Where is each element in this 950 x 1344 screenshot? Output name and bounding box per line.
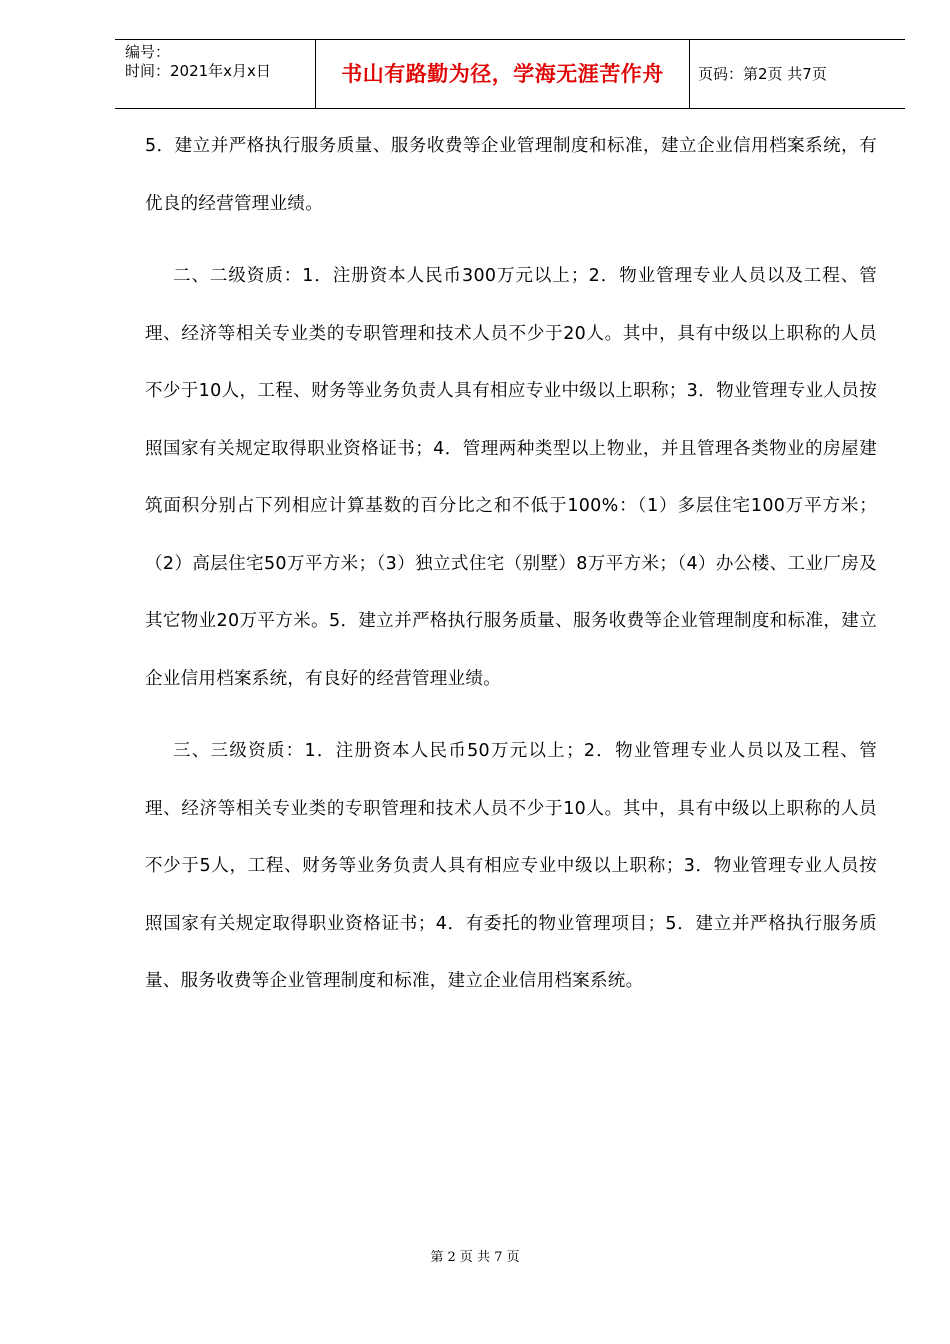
- page-footer: 第 2 页 共 7 页: [430, 1250, 520, 1265]
- header-divider-right: [689, 40, 690, 108]
- header-motto: 书山有路勤为径，学海无涯苦作舟: [341, 62, 664, 86]
- page-header: [115, 39, 905, 109]
- paragraph-level2-qualification: 二、二级资质：1．注册资本人民币300万元以上；2．物业管理专业人员以及工程、管理、经济等相关专业类的专职管理和技术人员不少于20人。其中，具有中级以上职称的人员不少于10人，工程、财务等业务负责人具有相应专业中级以上职称；3．物业管理专业人员按照国家有关规定取得职业资格证书；4．管理两种类型以上物业，并且管理各类物业的房屋建筑面积分别占下列相应计算基数的百分比之和不低于100%：（1）多层住宅100万平方米；（2）高层住宅50万平方米；（3）独立式住宅（别墅）8万平方米；（4）办公楼、工业厂房及其它物业20万平方米。5．建立并严格执行服务质量、服务收费等企业管理制度和标准，建立企业信用档案系统，有良好的经营管理业绩。: [145, 266, 877, 689]
- paragraph-level3-qualification: 三、三级资质：1．注册资本人民币50万元以上；2．物业管理专业人员以及工程、管理、经济等相关专业类的专职管理和技术人员不少于10人。其中，具有中级以上职称的人员不少于5人，工程、财务等业务负责人具有相应专业中级以上职称；3．物业管理专业人员按照国家有关规定取得职业资格证书；4．有委托的物业管理项目；5．建立并严格执行服务质量、服务收费等企业管理制度和标准，建立企业信用档案系统。: [145, 741, 877, 991]
- document-time-label: 时间：2021年x月x日: [125, 62, 271, 80]
- document-number-label: 编号：: [125, 43, 171, 61]
- header-page-info: 页码：第2页 共7页: [698, 65, 827, 83]
- document-body: [145, 118, 877, 1011]
- header-meta: [125, 43, 315, 81]
- paragraph-level1-item5: 5．建立并严格执行服务质量、服务收费等企业管理制度和标准，建立企业信用档案系统，有优良的经营管理业绩。: [145, 136, 877, 214]
